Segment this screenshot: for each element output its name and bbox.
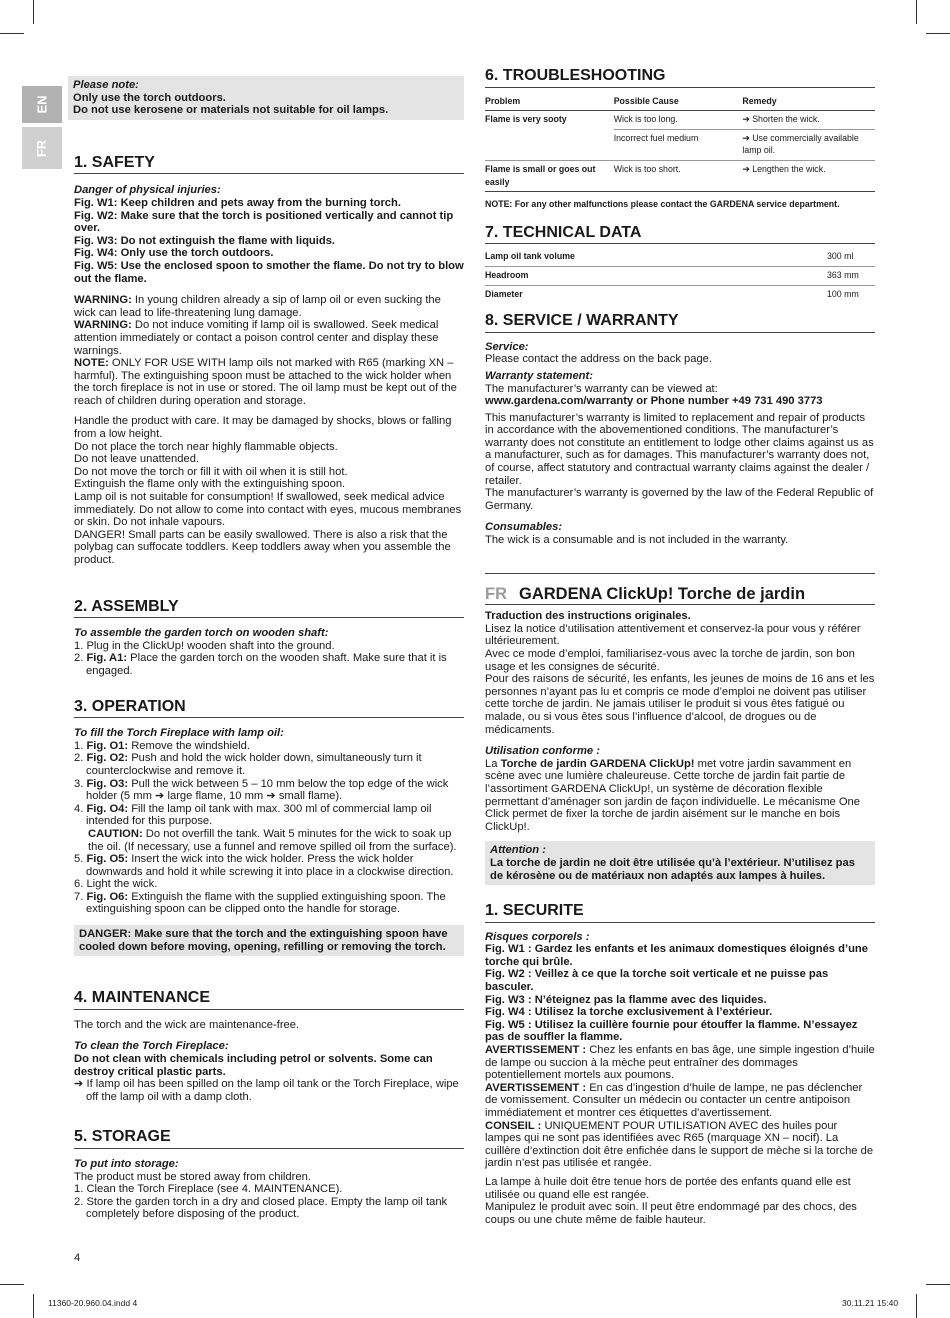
fr-warning: AVERTISSEMENT : En cas d’ingestion d’huile de lampe, ne pas déclencher de vomissement. Consulter un médecin ou contacter un centre antipoison immédiatement et montrer ces étiquettes d’avertissement. — [485, 1081, 863, 1119]
note-line: Only use the torch outdoors. — [73, 91, 226, 104]
fr-intro: Pour des raisons de sécurité, les enfants, les jeunes de moins de 16 ans et les personnes n’ayant pas lu et compris ce mode d’emploi ne doivent pas utiliser cette torche de jardin. Ne jamais utiliser le produit si vous êtes fatigué ou malade, ou si vous êtes sous l’influence d’alcool, de drogues ou de médicaments. — [485, 673, 875, 736]
fr-risk-line: Fig. W5 : Utilisez la cuillère fournie pour étouffer la flamme. N’essayez pas de souffler la flamme. — [485, 1018, 858, 1044]
table-cell: Wick is too short. — [613, 163, 681, 174]
section-heading: 4. MAINTENANCE — [74, 992, 464, 1010]
table-cell: ➔ Lengthen the wick. — [742, 163, 826, 174]
fr-use-label: Utilisation conforme : — [485, 745, 600, 758]
column-header: Problem — [485, 93, 614, 111]
operation-step: 1. Fig. O1: Remove the windshield. — [74, 739, 250, 752]
page-number: 4 — [74, 1252, 81, 1264]
fr-title: GARDENA ClickUp! Torche de jardin — [519, 584, 806, 603]
safety-line: Fig. W5: Use the enclosed spoon to smother the flame. Do not try to blow out the flame. — [74, 259, 464, 285]
operation-step: 2. Fig. O2: Push and hold the wick holder down, simultaneously turn it counterclockwise and remove it. — [74, 752, 422, 777]
warranty-link[interactable]: www.gardena.com/warranty or Phone number +49 731 490 3773 — [485, 395, 823, 408]
handle-paragraph: Do not move the torch or fill it with oil when it is still hot. — [74, 465, 348, 478]
note-paragraph: NOTE: ONLY FOR USE WITH lamp oils not marked with R65 (marking XN – harmful). The extinguishing spoon must be attached to the wick holder when the torch fireplace is not in use or stored. The oil lamp must be kept out of the reach of children during operation and storage. — [74, 357, 457, 407]
fr-intro: Lisez la notice d’utilisation attentivement et conservez-la pour vous y référer ultérieurement. — [485, 622, 861, 648]
fr-end: Manipulez le produit avec soin. Il peut être endommagé par des chocs, des coups ou une chute même de faible hauteur. — [485, 1201, 857, 1226]
section-heading: 5. STORAGE — [74, 1131, 464, 1149]
fr-risk-line: Fig. W3 : N’éteignez pas la flamme avec des liquides. — [485, 993, 767, 1006]
footer-date: 30.11.21 15:40 — [842, 1298, 899, 1308]
left-column — [74, 76, 464, 1221]
fr-risk-label: Risques corporels : — [485, 930, 590, 943]
warranty-text: The manufacturer’s warranty can be viewed at: — [485, 382, 718, 395]
section-heading: 3. OPERATION — [74, 701, 464, 719]
warning-paragraph: WARNING: In young children already a sip of lamp oil or even sucking the wick can lead to life-threatening lung damage. — [74, 294, 441, 319]
handle-paragraph: Handle the product with care. It may be damaged by shocks, blows or falling from a low height. — [74, 415, 452, 441]
maintenance-step: ➔ If lamp oil has been spilled on the lamp oil tank or the Torch Fireplace, wipe off the lamp oil with a damp cloth. — [74, 1078, 459, 1103]
maintenance-warning: Do not clean with chemicals including petrol or solvents. Some can destroy critical plastic parts. — [74, 1053, 433, 1078]
fr-attention-box — [485, 841, 875, 885]
section-heading: 1. SECURITE — [485, 905, 875, 923]
footer-file: 11360-20.960.04.indd 4 — [48, 1298, 138, 1308]
right-column — [485, 67, 875, 1226]
table-row — [485, 111, 875, 130]
table-row — [485, 285, 875, 303]
table-row — [485, 248, 875, 266]
consumables-label: Consumables: — [485, 521, 563, 534]
troubleshooting-table — [485, 93, 875, 193]
fr-attention-text: La torche de jardin ne doit être utilisée qu’à l’extérieur. N’utilisez pas de kérosène ou de matériaux non adaptés aux lampes à huiles. — [490, 856, 855, 882]
fr-translation: Traduction des instructions originales. — [485, 610, 691, 623]
storage-step: 1. Clean the Torch Fireplace (see 4. MAINTENANCE). — [74, 1183, 343, 1196]
table-cell: Flame is very sooty — [485, 114, 567, 125]
maintenance-subheading: To clean the Torch Fireplace: — [74, 1040, 229, 1053]
service-label: Service: — [485, 340, 529, 353]
crop-mark — [926, 33, 950, 34]
safety-line: Fig. W3: Do not extinguish the flame with liquids. — [74, 234, 336, 247]
operation-step: 6. Light the wick. — [74, 878, 158, 891]
operation-caution: CAUTION: Do not overfill the tank. Wait 5 minutes for the wick to soak up the oil. (If necessary, use a funnel and remove spilled oil from the surface). — [88, 827, 457, 853]
section-heading: 6. TROUBLESHOOTING — [485, 70, 875, 88]
section-heading: 8. SERVICE / WARRANTY — [485, 315, 875, 333]
section-heading: 1. SAFETY — [74, 157, 464, 175]
fr-intro: Avec ce mode d’emploi, familiarisez-vous avec la torche de jardin, son bon usage et les consignes de sécurité. — [485, 648, 855, 673]
storage-text: The product must be stored away from children. — [74, 1170, 311, 1183]
crop-mark — [916, 1294, 917, 1318]
table-cell: Lamp oil tank volume — [485, 248, 827, 266]
table-cell: 363 mm — [827, 266, 875, 285]
fr-end: La lampe à huile doit être tenue hors de portée des enfants quand elle est utilisée ou quand elle est rangée. — [485, 1175, 851, 1201]
assembly-step: 1. Plug in the ClickUp! wooden shaft into the ground. — [74, 639, 335, 652]
warning-paragraph: WARNING: Do not induce vomiting if lamp oil is swallowed. Seek medical attention immediately or contact a poison control center and display these warnings. — [74, 319, 439, 357]
handle-paragraph: Extinguish the flame only with the extinguishing spoon. — [74, 478, 346, 491]
crop-mark — [0, 1284, 24, 1285]
handle-paragraph: DANGER! Small parts can be easily swallowed. There is also a risk that the polybag can suffocate toddlers. Keep toddlers away when you assemble the product. — [74, 528, 451, 566]
warranty-body: This manufacturer’s warranty is limited to replacement and repair of products in accordance with the abovementioned conditions. The manufacturer’s warranty does not constitute an entitlement to lodge other claims against us as a manufacturer, such as for damages. This manufacturer’s warranty does not, of course, affect statutory and contractual warranty claims against the dealer / retailer. — [485, 411, 874, 487]
table-row — [485, 160, 875, 191]
table-cell: 100 mm — [827, 288, 859, 299]
note-box — [68, 76, 464, 120]
safety-line: Fig. W4: Only use the torch outdoors. — [74, 247, 274, 260]
storage-step: 2. Store the garden torch in a dry and closed place. Empty the lamp oil tank completely before disposing of the product. — [74, 1195, 448, 1221]
table-cell: ➔ Shorten the wick. — [742, 111, 875, 130]
technical-data-table — [485, 248, 875, 303]
maintenance-text: The torch and the wick are maintenance-free. — [74, 1018, 300, 1031]
crop-mark — [916, 0, 917, 24]
table-cell — [485, 129, 614, 160]
operation-step: 5. Fig. O5: Insert the wick into the wick holder. Press the wick holder downwards and hold it while screwing it into place in a clockwise direction. — [74, 853, 454, 878]
handle-paragraph: Lamp oil is not suitable for consumption! If swallowed, seek medical advice immediately. Do not allow to come into contact with eyes, mucous membranes or skin. Do not inhale vapours. — [74, 491, 462, 529]
table-cell: ➔ Use commercially available lamp oil. — [742, 129, 875, 160]
crop-mark — [0, 33, 24, 34]
table-cell: Headroom — [485, 266, 827, 285]
crop-mark — [33, 0, 34, 24]
section-heading: 2. ASSEMBLY — [74, 601, 464, 619]
fr-attention-label: Attention : — [490, 844, 546, 857]
table-cell: Diameter — [485, 288, 523, 299]
operation-step: 3. Fig. O3: Pull the wick between 5 – 10 mm below the top edge of the wick holder (5 mm ➔ large flame, 10 mm ➔ small flame). — [74, 777, 449, 803]
table-row — [485, 129, 875, 160]
fr-conseil: CONSEIL : UNIQUEMENT POUR UTILISATION AVEC des huiles pour lampes qui ne sont pas identifiées avec R65 (marquage XN – nocif). La cuillère d’extinction doit être enfichée dans le support de mèche si la torche de jardin n’est pas utilisée et rangée. — [485, 1119, 874, 1170]
crop-mark — [33, 1294, 34, 1318]
storage-subheading: To put into storage: — [74, 1158, 179, 1170]
operation-subheading: To fill the Torch Fireplace with lamp oil: — [74, 727, 284, 740]
operation-step: 7. Fig. O6: Extinguish the flame with the supplied extinguishing spoon. The extinguishing spoon can be clipped onto the handle for storage. — [74, 890, 446, 916]
fr-risk-line: Fig. W2 : Veillez à ce que la torche soit verticale et ne puisse pas basculer. — [485, 968, 829, 994]
table-cell: Flame is small or goes out easily — [485, 163, 596, 187]
crop-mark — [926, 1284, 950, 1285]
fr-risk-line: Fig. W4 : Utilisez la torche exclusivement à l’extérieur. — [485, 1006, 773, 1019]
table-cell: Incorrect fuel medium — [614, 129, 743, 160]
safety-subheading: Danger of physical injuries: — [74, 184, 221, 197]
fr-title-bar — [485, 573, 875, 606]
tab-fr: FR — [22, 127, 62, 169]
fr-use-text: La Torche de jardin GARDENA ClickUp! met votre jardin savamment en scène avec une lumière chaleureuse. Cette torche de jardin fait partie de l’assortiment GARDENA ClickUp!, un système de décoration flexible permettant d’aménager son jardin de façon individuelle. Le mécanisme One Click permet de fixer la torche de jardin aisément sur le manche en bois ClickUp!. — [485, 757, 860, 833]
assembly-subheading: To assemble the garden torch on wooden shaft: — [74, 627, 329, 640]
column-header: Possible Cause — [614, 93, 743, 111]
table-cell: 300 ml — [827, 248, 875, 266]
section-heading: 7. TECHNICAL DATA — [485, 227, 875, 245]
operation-step: 4. Fig. O4: Fill the lamp oil tank with max. 300 ml of commercial lamp oil intended for this purpose. — [74, 802, 432, 828]
troubleshooting-note: NOTE: For any other malfunctions please contact the GARDENA service department. — [485, 199, 840, 210]
danger-box: DANGER: Make sure that the torch and the extinguishing spoon have cooled down before moving, opening, refilling or removing the torch. — [74, 925, 464, 956]
safety-line: Fig. W2: Make sure that the torch is positioned vertically and cannot tip over. — [74, 209, 454, 235]
handle-paragraph: Do not leave unattended. — [74, 453, 200, 466]
assembly-step: 2. Fig. A1: Place the garden torch on the wooden shaft. Make sure that it is engaged. — [74, 652, 447, 677]
note-line: Do not use kerosene or materials not suitable for oil lamps. — [73, 104, 389, 117]
handle-paragraph: Do not place the torch near highly flammable objects. — [74, 440, 338, 453]
fr-tag: FR — [485, 584, 507, 603]
note-title: Please note: — [73, 79, 139, 91]
table-cell: Wick is too long. — [614, 111, 743, 130]
warranty-label: Warranty statement: — [485, 369, 593, 382]
safety-line: Fig. W1: Keep children and pets away from the burning torch. — [74, 196, 401, 209]
fr-risk-line: Fig. W1 : Gardez les enfants et les animaux domestiques éloignés d’une torche qui brûle. — [485, 943, 868, 968]
table-row — [485, 266, 875, 285]
service-text: Please contact the address on the back page. — [485, 353, 713, 366]
column-header: Remedy — [742, 93, 875, 111]
consumables-text: The wick is a consumable and is not included in the warranty. — [485, 534, 789, 547]
tab-en: EN — [22, 86, 62, 123]
fr-warning: AVERTISSEMENT : Chez les enfants en bas âge, une simple ingestion d’huile de lampe ou succion à la mèche peut entraîner des dommages potentiellement mortels aux poumons. — [485, 1044, 875, 1082]
warranty-law: The manufacturer’s warranty is governed by the law of the Federal Republic of Germany. — [485, 487, 874, 512]
